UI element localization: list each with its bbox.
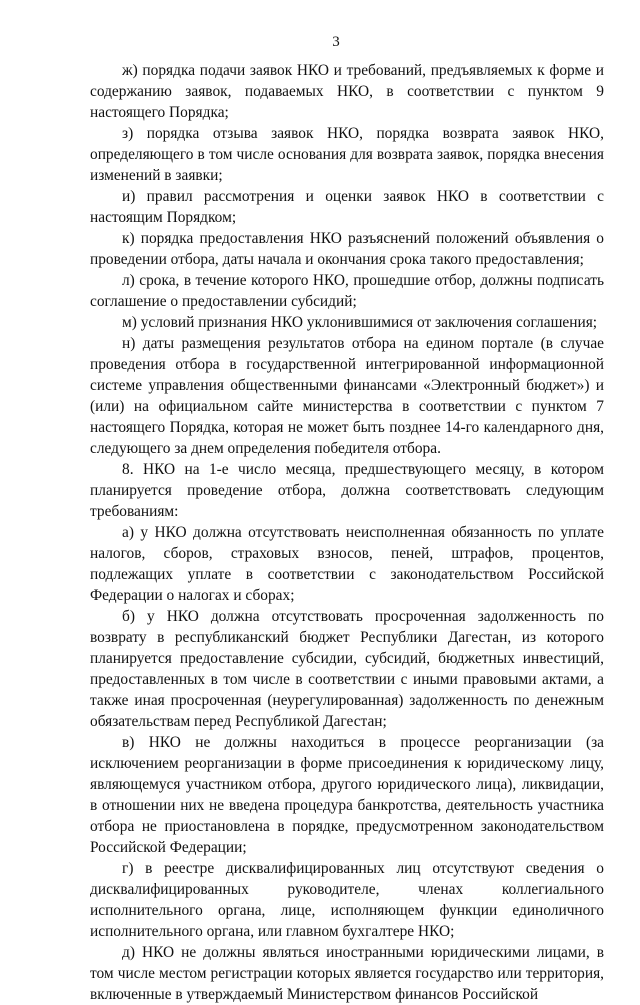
paragraph-d: д) НКО не должны являться иностранными юридическими лицами, в том числе местом регистрации которых является государство или территория, включенные в утверждаемый Министерством финансов Российской	[90, 944, 604, 1003]
paragraph-zh: ж) порядка подачи заявок НКО и требований, предъявляемых к форме и содержанию заявок, подаваемых НКО, в соответствии с пунктом 9 настоящего Порядка;	[90, 62, 604, 121]
paragraph-i: и) правил рассмотрения и оценки заявок НКО в соответствии с настоящим Порядком;	[90, 188, 604, 226]
paragraph-g: г) в реестре дисквалифицированных лиц отсутствуют сведения о дисквалифицированных руководителе, членах коллегиального исполнительного органа, лице, исполняющем функции единоличного исполнительного органа, или главном бухгалтере НКО;	[90, 860, 604, 940]
paragraph-item-8: 8. НКО на 1-е число месяца, предшествующего месяцу, в котором планируется проведение отбора, должна соответствовать следующим требованиям:	[90, 461, 604, 520]
paragraph-l: л) срока, в течение которого НКО, прошедшие отбор, должны подписать соглашение о предоставлении субсидий;	[90, 272, 604, 310]
paragraph-v: в) НКО не должны находиться в процессе реорганизации (за исключением реорганизации в форме присоединения к юридическому лицу, являющемуся участником отбора, другого юридического лица), ликвидации, в отношении них не введена процедура банкротства, деятельность участника отбора не приостановлена в порядке, предусмотренном законодательством Российской Федерации;	[90, 734, 604, 856]
paragraph-k: к) порядка предоставления НКО разъяснений положений объявления о проведении отбора, даты начала и окончания срока такого предоставления;	[90, 230, 604, 268]
paragraph-b: б) у НКО должна отсутствовать просроченная задолженность по возврату в республиканский бюджет Республики Дагестан, из которого планируется предоставление субсидии, субсидий, бюджетных инвестиций, предоставленных в том числе в соответствии с иными правовыми актами, а также иная просроченная (неурегулированная) задолженность по денежным обязательствам перед Республикой Дагестан;	[90, 608, 604, 730]
page-body	[90, 60, 604, 1005]
paragraph-z: з) порядка отзыва заявок НКО, порядка возврата заявок НКО, определяющего в том числе основания для возврата заявок, порядка внесения изменений в заявки;	[90, 125, 604, 184]
page-number: 3	[332, 34, 340, 50]
paragraph-m: м) условий признания НКО уклонившимися от заключения соглашения;	[122, 314, 598, 331]
paragraph-a: а) у НКО должна отсутствовать неисполненная обязанность по уплате налогов, сборов, страховых взносов, пеней, штрафов, процентов, подлежащих уплате в соответствии с законодательством Российской Федерации о налогах и сборах;	[90, 524, 604, 604]
paragraph-n: н) даты размещения результатов отбора на едином портале (в случае проведения отбора в государственной интегрированной информационной системе управления общественными финансами «Электронный бюджет») и (или) на официальном сайте министерства в соответствии с пунктом 7 настоящего Порядка, которая не может быть позднее 14-го календарного дня, следующего за днем определения победителя отбора.	[90, 335, 604, 457]
